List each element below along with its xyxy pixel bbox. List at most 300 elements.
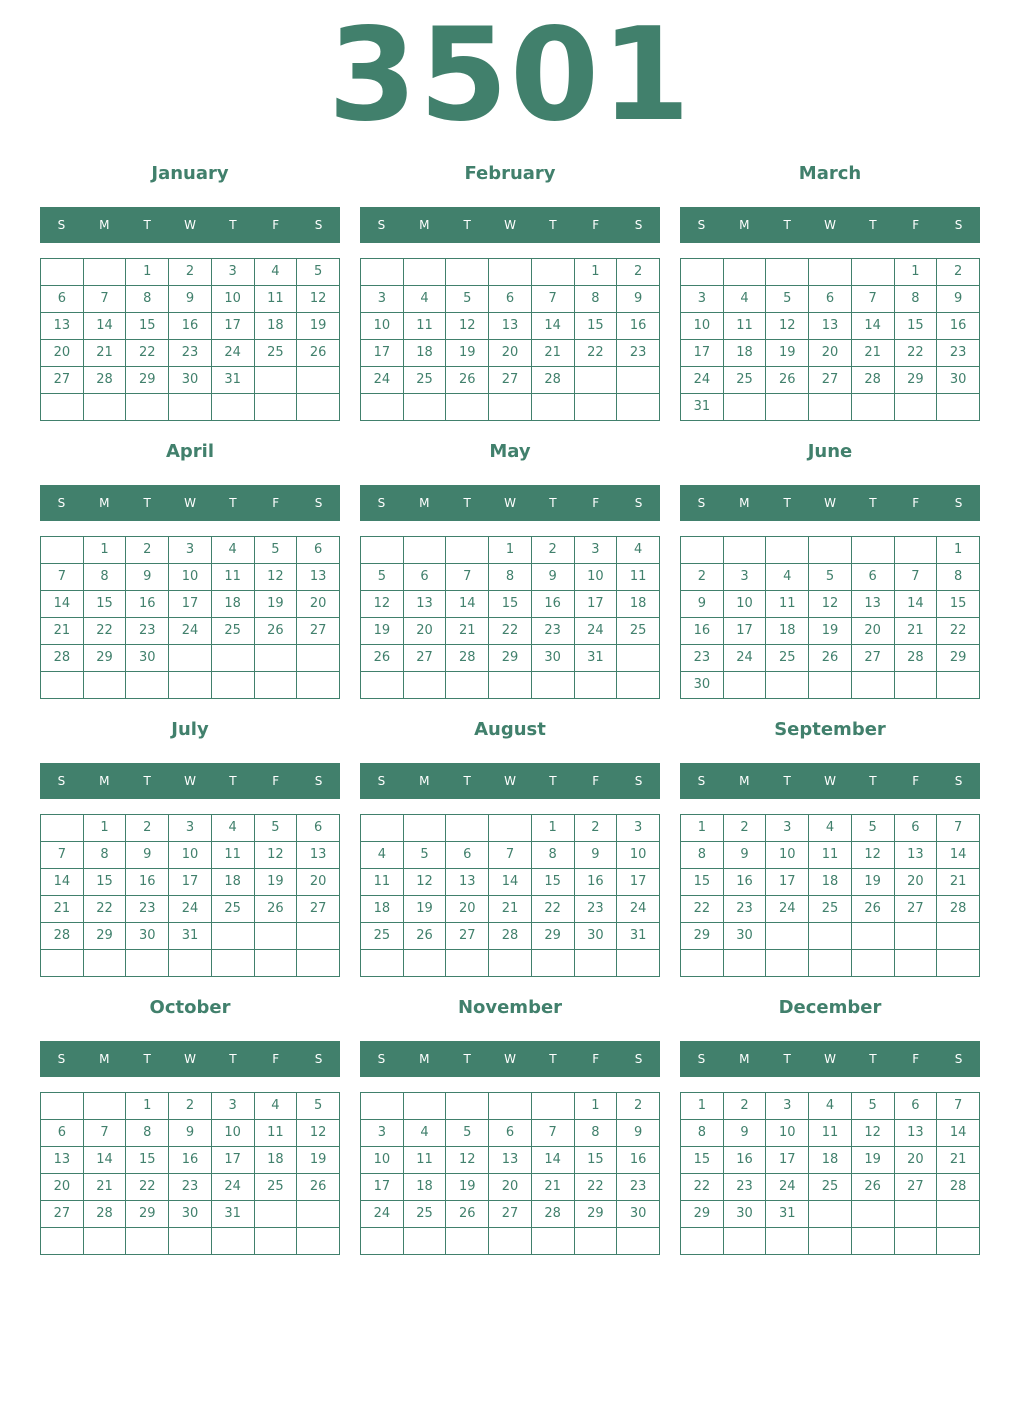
weekday-label: T xyxy=(783,218,791,232)
day-cell: 13 xyxy=(489,313,532,340)
day-cell: 8 xyxy=(83,842,126,869)
day-cell: 19 xyxy=(361,618,404,645)
week-row xyxy=(361,286,660,313)
week-row xyxy=(41,367,340,394)
day-cell: 5 xyxy=(809,564,852,591)
day-cell: 5 xyxy=(766,286,809,313)
week-row xyxy=(41,286,340,313)
week-row xyxy=(361,564,660,591)
day-cell: 21 xyxy=(851,340,894,367)
day-cell: 25 xyxy=(254,1174,297,1201)
day-cell: 14 xyxy=(894,591,937,618)
weekday-header xyxy=(360,485,660,521)
day-cell: 8 xyxy=(489,564,532,591)
day-cell: 14 xyxy=(446,591,489,618)
empty-day-cell xyxy=(809,672,852,699)
week-row xyxy=(41,950,340,977)
day-cell: 1 xyxy=(83,537,126,564)
empty-day-cell xyxy=(126,672,169,699)
weekday-label: S xyxy=(634,496,643,510)
empty-day-cell xyxy=(851,1201,894,1228)
weekday-header xyxy=(680,1041,980,1077)
empty-day-cell xyxy=(126,394,169,421)
day-cell: 5 xyxy=(254,815,297,842)
day-cell: 24 xyxy=(766,1174,809,1201)
day-cell: 14 xyxy=(531,313,574,340)
day-cell: 1 xyxy=(126,1093,169,1120)
day-cell: 2 xyxy=(617,1093,660,1120)
empty-day-cell xyxy=(83,394,126,421)
week-row xyxy=(361,869,660,896)
day-cell: 29 xyxy=(894,367,937,394)
empty-day-cell xyxy=(851,394,894,421)
empty-day-cell xyxy=(446,672,489,699)
day-cell: 28 xyxy=(531,1201,574,1228)
empty-day-cell xyxy=(41,815,84,842)
day-cell: 25 xyxy=(211,618,254,645)
day-cell: 18 xyxy=(403,340,446,367)
day-cell: 22 xyxy=(937,618,980,645)
day-cell: 17 xyxy=(766,1147,809,1174)
day-cell: 20 xyxy=(446,896,489,923)
weekday-label: T xyxy=(869,1052,877,1066)
day-cell: 22 xyxy=(681,1174,724,1201)
month-name: September xyxy=(774,719,886,740)
day-cell: 23 xyxy=(723,1174,766,1201)
day-cell: 14 xyxy=(937,1120,980,1147)
day-cell: 11 xyxy=(809,1120,852,1147)
day-cell: 3 xyxy=(211,259,254,286)
empty-day-cell xyxy=(489,672,532,699)
day-cell: 8 xyxy=(126,1120,169,1147)
week-row xyxy=(361,1228,660,1255)
day-cell: 12 xyxy=(446,313,489,340)
day-cell: 15 xyxy=(126,313,169,340)
day-cell: 8 xyxy=(681,1120,724,1147)
day-cell: 26 xyxy=(851,896,894,923)
empty-day-cell xyxy=(254,1201,297,1228)
day-cell: 4 xyxy=(617,537,660,564)
weekday-label: M xyxy=(739,774,750,788)
day-cell: 10 xyxy=(169,842,212,869)
week-row xyxy=(681,340,980,367)
day-cell: 25 xyxy=(617,618,660,645)
day-grid xyxy=(360,1092,660,1255)
week-row xyxy=(681,1120,980,1147)
day-cell: 25 xyxy=(361,923,404,950)
day-cell: 21 xyxy=(531,1174,574,1201)
day-cell: 19 xyxy=(809,618,852,645)
day-cell: 19 xyxy=(254,869,297,896)
day-cell: 9 xyxy=(574,842,617,869)
empty-day-cell xyxy=(851,672,894,699)
empty-day-cell xyxy=(297,1228,340,1255)
weekday-label: S xyxy=(697,774,706,788)
day-cell: 3 xyxy=(361,286,404,313)
empty-day-cell xyxy=(617,1228,660,1255)
day-cell: 31 xyxy=(681,394,724,421)
day-cell: 13 xyxy=(894,1120,937,1147)
day-cell: 18 xyxy=(617,591,660,618)
day-cell: 7 xyxy=(937,1093,980,1120)
day-cell: 7 xyxy=(937,815,980,842)
week-row xyxy=(41,1120,340,1147)
day-cell: 29 xyxy=(531,923,574,950)
empty-day-cell xyxy=(361,537,404,564)
month-name: October xyxy=(149,997,231,1018)
weekday-label: F xyxy=(272,774,280,788)
day-cell: 21 xyxy=(894,618,937,645)
weekday-label: T xyxy=(869,218,877,232)
day-cell: 7 xyxy=(41,564,84,591)
day-cell: 4 xyxy=(211,537,254,564)
day-cell: 26 xyxy=(254,896,297,923)
empty-day-cell xyxy=(723,1228,766,1255)
day-cell: 3 xyxy=(681,286,724,313)
day-cell: 16 xyxy=(169,313,212,340)
day-cell: 11 xyxy=(211,842,254,869)
empty-day-cell xyxy=(297,394,340,421)
empty-day-cell xyxy=(894,923,937,950)
weekday-label: W xyxy=(824,496,836,510)
day-cell: 11 xyxy=(403,313,446,340)
weekday-label: W xyxy=(824,218,836,232)
day-cell: 11 xyxy=(723,313,766,340)
weekday-label: S xyxy=(634,1052,643,1066)
day-cell: 30 xyxy=(531,645,574,672)
week-row xyxy=(41,340,340,367)
day-cell: 24 xyxy=(169,896,212,923)
day-cell: 18 xyxy=(766,618,809,645)
day-cell: 11 xyxy=(809,842,852,869)
day-cell: 19 xyxy=(403,896,446,923)
week-row xyxy=(361,1174,660,1201)
week-row xyxy=(361,1147,660,1174)
day-cell: 2 xyxy=(574,815,617,842)
day-cell: 23 xyxy=(617,1174,660,1201)
day-cell: 25 xyxy=(809,1174,852,1201)
day-cell: 12 xyxy=(254,564,297,591)
day-cell: 17 xyxy=(211,313,254,340)
weekday-label: W xyxy=(184,496,196,510)
day-cell: 19 xyxy=(254,591,297,618)
weekday-label: T xyxy=(229,1052,237,1066)
day-cell: 13 xyxy=(41,1147,84,1174)
empty-day-cell xyxy=(297,950,340,977)
day-cell: 6 xyxy=(446,842,489,869)
day-cell: 26 xyxy=(361,645,404,672)
day-cell: 1 xyxy=(681,1093,724,1120)
day-cell: 1 xyxy=(531,815,574,842)
day-cell: 23 xyxy=(681,645,724,672)
empty-day-cell xyxy=(937,672,980,699)
day-cell: 6 xyxy=(809,286,852,313)
empty-day-cell xyxy=(41,672,84,699)
week-row xyxy=(361,259,660,286)
day-cell: 1 xyxy=(574,259,617,286)
empty-day-cell xyxy=(489,950,532,977)
day-cell: 6 xyxy=(489,286,532,313)
weekday-header xyxy=(40,763,340,799)
weekday-label: M xyxy=(419,218,430,232)
day-cell: 20 xyxy=(894,869,937,896)
empty-day-cell xyxy=(809,394,852,421)
day-cell: 29 xyxy=(574,1201,617,1228)
weekday-label: T xyxy=(229,218,237,232)
day-cell: 12 xyxy=(851,1120,894,1147)
day-cell: 26 xyxy=(297,340,340,367)
empty-day-cell xyxy=(809,1228,852,1255)
day-cell: 15 xyxy=(489,591,532,618)
day-cell: 14 xyxy=(937,842,980,869)
weekday-label: S xyxy=(57,774,66,788)
day-cell: 6 xyxy=(297,815,340,842)
day-cell: 17 xyxy=(681,340,724,367)
empty-day-cell xyxy=(766,672,809,699)
week-row xyxy=(41,1201,340,1228)
empty-day-cell xyxy=(83,1093,126,1120)
day-cell: 20 xyxy=(41,1174,84,1201)
year-title: 3501 xyxy=(327,1,693,150)
day-cell: 9 xyxy=(126,842,169,869)
month-name: July xyxy=(171,719,209,740)
weekday-label: T xyxy=(869,774,877,788)
day-cell: 21 xyxy=(83,1174,126,1201)
day-cell: 2 xyxy=(937,259,980,286)
empty-day-cell xyxy=(169,394,212,421)
empty-day-cell xyxy=(574,367,617,394)
day-cell: 21 xyxy=(531,340,574,367)
day-cell: 3 xyxy=(574,537,617,564)
empty-day-cell xyxy=(894,1201,937,1228)
empty-day-cell xyxy=(531,1228,574,1255)
day-cell: 17 xyxy=(361,1174,404,1201)
empty-day-cell xyxy=(681,1228,724,1255)
day-cell: 23 xyxy=(937,340,980,367)
weekday-label: M xyxy=(419,496,430,510)
day-cell: 10 xyxy=(211,286,254,313)
day-cell: 8 xyxy=(574,1120,617,1147)
weekday-label: W xyxy=(184,1052,196,1066)
empty-day-cell xyxy=(851,259,894,286)
day-cell: 22 xyxy=(83,618,126,645)
empty-day-cell xyxy=(681,259,724,286)
day-cell: 12 xyxy=(809,591,852,618)
day-cell: 27 xyxy=(41,1201,84,1228)
empty-day-cell xyxy=(83,950,126,977)
day-cell: 8 xyxy=(681,842,724,869)
day-cell: 18 xyxy=(809,869,852,896)
day-cell: 27 xyxy=(297,618,340,645)
day-cell: 21 xyxy=(41,896,84,923)
day-cell: 18 xyxy=(723,340,766,367)
weekday-label: S xyxy=(377,496,386,510)
week-row xyxy=(41,1174,340,1201)
day-cell: 3 xyxy=(169,815,212,842)
empty-day-cell xyxy=(361,1228,404,1255)
empty-day-cell xyxy=(766,259,809,286)
day-cell: 25 xyxy=(403,367,446,394)
week-row xyxy=(41,618,340,645)
week-row xyxy=(41,1093,340,1120)
day-cell: 29 xyxy=(681,1201,724,1228)
empty-day-cell xyxy=(403,950,446,977)
weekday-label: S xyxy=(377,218,386,232)
day-cell: 1 xyxy=(126,259,169,286)
day-cell: 10 xyxy=(681,313,724,340)
day-grid xyxy=(680,536,980,699)
empty-day-cell xyxy=(446,259,489,286)
week-row xyxy=(681,537,980,564)
day-cell: 4 xyxy=(211,815,254,842)
day-cell: 22 xyxy=(894,340,937,367)
empty-day-cell xyxy=(169,1228,212,1255)
empty-day-cell xyxy=(723,950,766,977)
week-row xyxy=(41,672,340,699)
day-cell: 31 xyxy=(617,923,660,950)
day-cell: 5 xyxy=(361,564,404,591)
month-name: May xyxy=(489,441,531,462)
day-cell: 17 xyxy=(574,591,617,618)
day-cell: 13 xyxy=(41,313,84,340)
empty-day-cell xyxy=(574,1228,617,1255)
week-row xyxy=(361,591,660,618)
weekday-label: F xyxy=(592,496,600,510)
weekday-header xyxy=(680,763,980,799)
day-cell: 4 xyxy=(766,564,809,591)
day-cell: 20 xyxy=(809,340,852,367)
weekday-label: S xyxy=(377,774,386,788)
weekday-label: T xyxy=(549,218,557,232)
empty-day-cell xyxy=(446,950,489,977)
day-cell: 7 xyxy=(83,1120,126,1147)
weekday-label: S xyxy=(314,774,323,788)
empty-day-cell xyxy=(403,1093,446,1120)
weekday-label: S xyxy=(314,1052,323,1066)
empty-day-cell xyxy=(403,815,446,842)
day-cell: 28 xyxy=(531,367,574,394)
day-cell: 7 xyxy=(489,842,532,869)
day-cell: 1 xyxy=(937,537,980,564)
empty-day-cell xyxy=(254,1228,297,1255)
day-grid xyxy=(680,1092,980,1255)
day-cell: 14 xyxy=(531,1147,574,1174)
day-cell: 7 xyxy=(851,286,894,313)
empty-day-cell xyxy=(809,923,852,950)
weekday-label: F xyxy=(592,1052,600,1066)
empty-day-cell xyxy=(254,367,297,394)
empty-day-cell xyxy=(574,394,617,421)
day-cell: 20 xyxy=(297,869,340,896)
day-cell: 28 xyxy=(446,645,489,672)
day-cell: 2 xyxy=(681,564,724,591)
week-row xyxy=(41,896,340,923)
empty-day-cell xyxy=(41,259,84,286)
day-cell: 25 xyxy=(254,340,297,367)
day-cell: 28 xyxy=(83,367,126,394)
day-cell: 4 xyxy=(809,815,852,842)
empty-day-cell xyxy=(211,394,254,421)
day-cell: 19 xyxy=(446,1174,489,1201)
weekday-label: W xyxy=(504,774,516,788)
weekday-header xyxy=(680,207,980,243)
day-cell: 16 xyxy=(126,869,169,896)
day-cell: 21 xyxy=(41,618,84,645)
month-name: March xyxy=(798,163,862,184)
empty-day-cell xyxy=(531,394,574,421)
day-cell: 18 xyxy=(361,896,404,923)
empty-day-cell xyxy=(489,1228,532,1255)
week-row xyxy=(361,1120,660,1147)
day-cell: 7 xyxy=(531,1120,574,1147)
day-cell: 10 xyxy=(169,564,212,591)
empty-day-cell xyxy=(531,259,574,286)
day-cell: 26 xyxy=(446,1201,489,1228)
day-cell: 21 xyxy=(83,340,126,367)
day-cell: 13 xyxy=(297,842,340,869)
day-cell: 6 xyxy=(894,815,937,842)
day-cell: 28 xyxy=(83,1201,126,1228)
weekday-label: S xyxy=(57,496,66,510)
day-cell: 24 xyxy=(169,618,212,645)
empty-day-cell xyxy=(766,394,809,421)
week-row xyxy=(41,1228,340,1255)
day-cell: 11 xyxy=(254,286,297,313)
weekday-label: M xyxy=(419,774,430,788)
day-cell: 5 xyxy=(446,1120,489,1147)
empty-day-cell xyxy=(766,1228,809,1255)
day-cell: 19 xyxy=(851,1147,894,1174)
empty-day-cell xyxy=(211,1228,254,1255)
day-cell: 4 xyxy=(403,286,446,313)
day-grid xyxy=(40,536,340,699)
weekday-header xyxy=(680,485,980,521)
day-cell: 30 xyxy=(574,923,617,950)
day-cell: 15 xyxy=(937,591,980,618)
weekday-label: M xyxy=(739,1052,750,1066)
week-row xyxy=(41,842,340,869)
day-cell: 24 xyxy=(361,1201,404,1228)
week-row xyxy=(41,869,340,896)
day-cell: 21 xyxy=(937,869,980,896)
weekday-label: S xyxy=(57,218,66,232)
empty-day-cell xyxy=(894,394,937,421)
empty-day-cell xyxy=(681,537,724,564)
weekday-label: M xyxy=(739,218,750,232)
day-cell: 3 xyxy=(723,564,766,591)
day-cell: 17 xyxy=(169,869,212,896)
week-row xyxy=(681,286,980,313)
empty-day-cell xyxy=(446,394,489,421)
day-cell: 29 xyxy=(937,645,980,672)
week-row xyxy=(681,645,980,672)
day-cell: 17 xyxy=(211,1147,254,1174)
day-cell: 27 xyxy=(894,896,937,923)
day-cell: 21 xyxy=(937,1147,980,1174)
week-row xyxy=(681,1174,980,1201)
day-cell: 17 xyxy=(723,618,766,645)
week-row xyxy=(41,259,340,286)
day-cell: 18 xyxy=(254,313,297,340)
empty-day-cell xyxy=(489,259,532,286)
day-cell: 11 xyxy=(766,591,809,618)
day-cell: 18 xyxy=(403,1174,446,1201)
day-cell: 11 xyxy=(211,564,254,591)
week-row xyxy=(361,672,660,699)
day-cell: 8 xyxy=(937,564,980,591)
week-row xyxy=(681,313,980,340)
day-cell: 24 xyxy=(617,896,660,923)
